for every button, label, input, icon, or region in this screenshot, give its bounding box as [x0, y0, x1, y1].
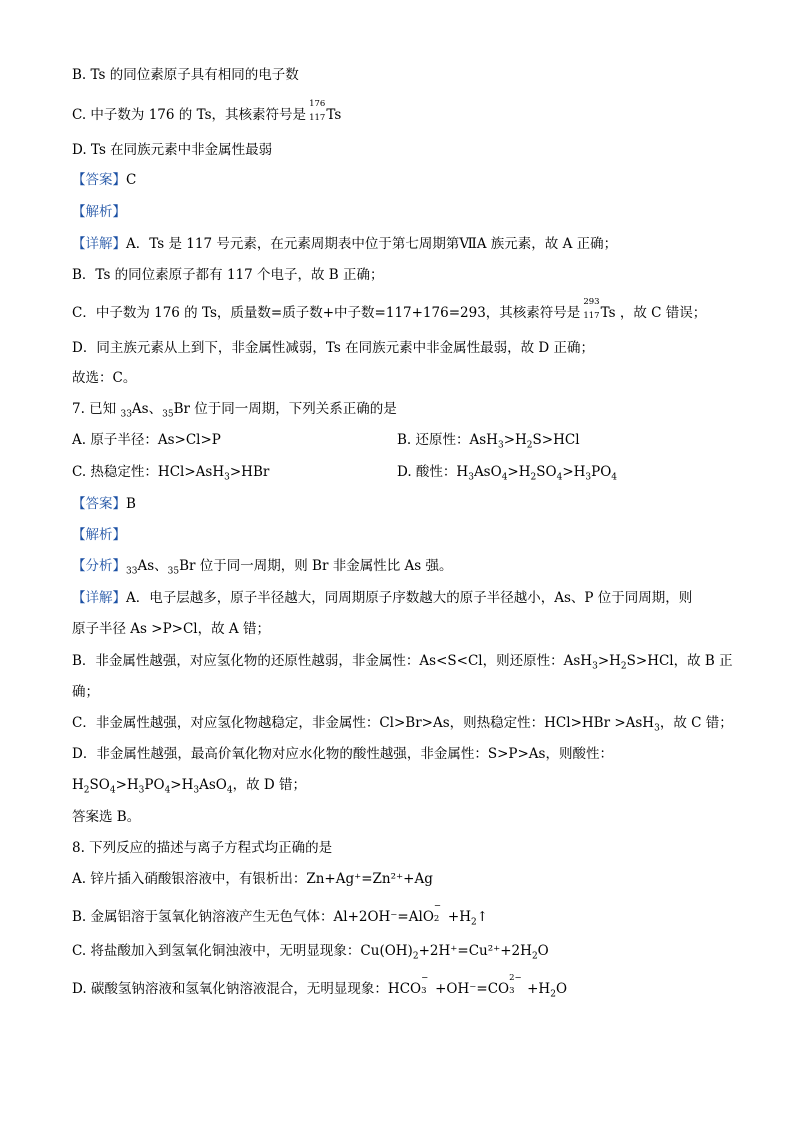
atomic-number: 117 [583, 311, 600, 321]
option-text: S>HCl [532, 432, 580, 448]
subscript: 2 [433, 914, 440, 924]
detail-text: A．电子层越多，原子半径越大，同周期原子序数越大的原子半径越小，As、P 位于同周期，则 [126, 590, 693, 606]
element-br: Br 位于同一周期，下列关系正确的是 [173, 401, 397, 417]
charge: − [421, 973, 429, 983]
q8-option-d [72, 973, 568, 1000]
detail-text: ，故 C 错； [659, 715, 733, 731]
element-symbol: Ts [600, 305, 616, 321]
option-text: C. 热稳定性：HCl>AsH [72, 464, 225, 480]
q8-stem: 8. 下列反应的描述与离子方程式均正确的是 [72, 840, 333, 856]
subscript: 3 [421, 986, 427, 996]
q6-detail-b: B．Ts 的同位素原子都有 117 个电子，故 B 正确； [72, 267, 384, 283]
detail-text: ，故 D 错； [232, 777, 307, 793]
q6-option-c-text: C. 中子数为 176 的 Ts，其核素符号是 [72, 107, 311, 123]
q7-detail-c [72, 714, 733, 732]
ion-charge [421, 973, 435, 996]
answer-tag: 【答案】 [72, 496, 126, 512]
element-symbol: Ts [326, 107, 342, 123]
answer-tag: 【答案】 [72, 172, 126, 188]
q7-detail-d2 [72, 776, 306, 794]
atomic-number: 35 [162, 409, 174, 420]
option-text: +2H⁺=Cu²⁺+2H [418, 943, 532, 959]
element-as: As、 [131, 401, 163, 417]
q6-jiexi-tag: 【解析】 [72, 204, 126, 220]
answer-value: C [126, 172, 137, 188]
subscript: 4 [611, 472, 618, 483]
q7-option-a: A. 原子半径：As>Cl>P [72, 432, 221, 448]
q6-detail-nuclide [583, 297, 601, 321]
subscript: 3 [592, 661, 598, 672]
subscript: 3 [193, 785, 200, 796]
q7-conclusion: 答案选 B。 [72, 809, 141, 825]
q7-detail-a1 [72, 589, 692, 607]
subscript: 2 [412, 951, 419, 962]
subscript: 2 [550, 989, 556, 1000]
subscript: 2 [620, 661, 627, 672]
charge: 2− [509, 973, 522, 983]
option-text: +H [527, 981, 551, 997]
option-text: C. 将盐酸加入到氢氧化铜浊液中，无明显现象：Cu(OH) [72, 943, 413, 959]
subscript: 4 [556, 472, 563, 483]
option-text: B. 还原性：AsH [397, 432, 498, 448]
analysis-text: Br 位于同一周期，则 Br 非金属性比 As 强。 [179, 558, 453, 574]
subscript: 3 [509, 986, 515, 996]
q6-option-b: B. Ts 的同位素原子具有相同的电子数 [72, 67, 299, 83]
answer-value: B [126, 496, 136, 512]
detail-text: C．非金属性越强，对应氢化物越稳定，非金属性：Cl>Br>As，则热稳定性：HCl>HBr >AsH [72, 715, 655, 731]
detail-text: >H [170, 777, 194, 793]
atomic-number: 33 [126, 566, 138, 577]
detail-tag: 【详解】 [72, 590, 126, 606]
charge: − [433, 901, 442, 911]
subscript: 2 [526, 440, 533, 451]
detail-text: H [72, 777, 84, 793]
gas-arrow-icon: ↑ [476, 909, 489, 925]
q7-option-d [397, 463, 617, 481]
q8-option-a: A. 锌片插入硝酸银溶液中，有银析出：Zn+Ag⁺=Zn²⁺+Ag [72, 871, 433, 887]
q7-option-b [397, 431, 580, 449]
subscript: 2 [470, 917, 477, 928]
mass-number: 293 [583, 297, 600, 307]
q7-detail-b2: 确； [72, 684, 99, 700]
detail-text: SO [89, 777, 110, 793]
option-text: PO [591, 464, 612, 480]
subscript: 2 [83, 785, 90, 796]
option-text: O [555, 981, 568, 997]
element-as: As、 [137, 558, 168, 574]
q7-option-c [72, 464, 270, 483]
option-text: B. 金属铝溶于氢氧化钠溶液产生无色气体：Al+2OH⁻=AlO [72, 909, 434, 925]
option-text: D. 酸性：H [397, 464, 469, 480]
q7-detail-a2: 原子半径 As >P>Cl，故 A 错； [72, 621, 270, 637]
q6-option-c [72, 99, 342, 124]
option-text: +OH⁻=CO [435, 981, 510, 997]
detail-a-text: A．Ts 是 117 号元素，在元素周期表中位于第七周期第ⅦA 族元素，故 A 正确； [126, 236, 618, 252]
subscript: 3 [468, 472, 474, 483]
q8-option-c [72, 942, 549, 960]
analysis-tag: 【分析】 [72, 558, 126, 574]
option-text: D. 碳酸氢钠溶液和氢氧化钠溶液混合，无明显现象：HCO [72, 981, 422, 997]
detail-c-text: C．中子数为 176 的 Ts，质量数=质子数+中子数=117+176=293，其核素符号是 [72, 305, 585, 321]
q6-detail-d: D．同主族元素从上到下，非金属性减弱，Ts 在同族元素中非金属性最弱，故 D 正确； [72, 340, 594, 356]
q6-nuclide-symbol [309, 99, 326, 123]
detail-text: >H [597, 653, 621, 669]
detail-tag: 【详解】 [72, 236, 126, 252]
q7-options-row-2 [72, 463, 772, 481]
subscript: 4 [109, 785, 116, 796]
q6-detail-c [72, 297, 707, 322]
ion-charge [433, 901, 448, 924]
subscript: 4 [164, 785, 171, 796]
detail-text: PO [144, 777, 165, 793]
subscript: 3 [585, 472, 592, 483]
stem-text: 7. 已知 [72, 401, 121, 417]
atomic-number: 35 [167, 566, 180, 577]
detail-text: AsO [199, 777, 227, 793]
subscript: 4 [226, 785, 233, 796]
q7-jiexi-tag: 【解析】 [72, 527, 126, 543]
option-text: O [537, 943, 549, 959]
subscript: 4 [501, 472, 508, 483]
ion-charge [509, 973, 527, 996]
q7-options-row-1 [72, 431, 772, 449]
q7-detail-b1 [72, 652, 733, 670]
option-text: AsO [473, 464, 502, 480]
detail-text: S>HCl，故 B 正 [626, 653, 733, 669]
q6-conclusion: 故选：C。 [72, 370, 137, 386]
subscript: 3 [138, 785, 145, 796]
option-text: >H [503, 432, 527, 448]
mass-number: 176 [309, 99, 326, 109]
detail-text: >H [115, 777, 139, 793]
q7-analysis [72, 557, 452, 575]
atomic-number: 33 [120, 409, 132, 420]
subscript: 3 [224, 472, 230, 483]
option-text: SO [536, 464, 557, 480]
option-text: >H [562, 464, 586, 480]
detail-text: B．非金属性越强，对应氢化物的还原性越弱，非金属性：As<S<Cl，则还原性：AsH [72, 653, 593, 669]
option-text: >H [507, 464, 531, 480]
atomic-number: 117 [309, 113, 326, 123]
q7-stem [72, 400, 397, 418]
q8-option-b [72, 901, 489, 928]
q6-answer [72, 171, 136, 189]
subscript: 3 [497, 440, 504, 451]
q6-option-d: D. Ts 在同族元素中非金属性最弱 [72, 142, 273, 158]
q6-detail-a [72, 235, 617, 253]
q7-answer [72, 495, 136, 513]
subscript: 2 [531, 951, 538, 962]
option-text: +H [447, 909, 471, 925]
subscript: 2 [530, 472, 537, 483]
q7-detail-d1: D．非金属性越强，最高价氧化物对应水化物的酸性越强，非金属性：S>P>As，则酸性： [72, 746, 613, 762]
option-text: >HBr [229, 464, 270, 480]
subscript: 3 [654, 723, 660, 734]
detail-c-tail: ，故 C 错误； [615, 305, 707, 321]
